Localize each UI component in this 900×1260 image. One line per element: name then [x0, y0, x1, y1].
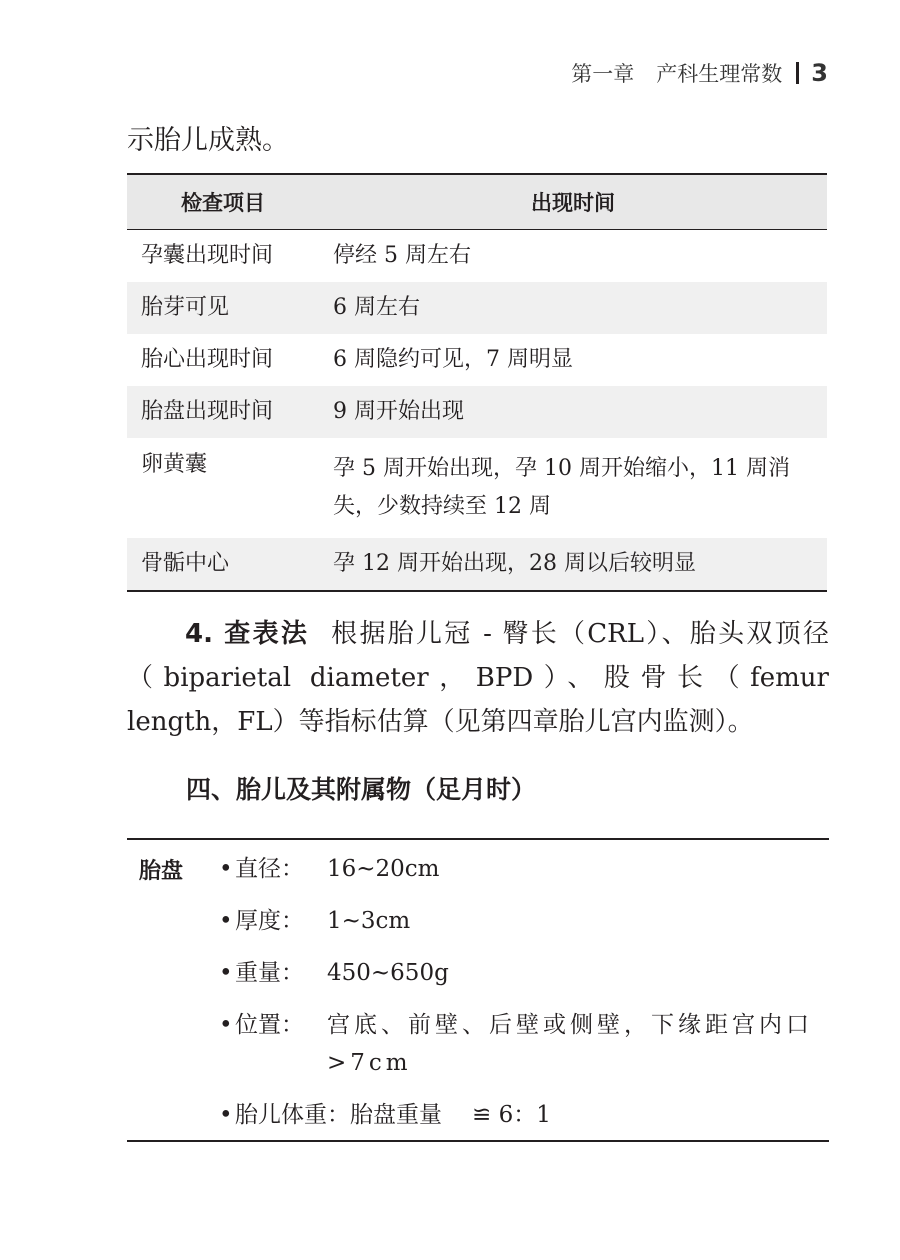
page-number: 3 [811, 59, 828, 87]
table-row [127, 230, 827, 283]
table-row [127, 538, 827, 591]
column-header: 检查项目 [127, 174, 319, 230]
item-value: 16~20cm [327, 856, 440, 882]
list-item [219, 954, 817, 992]
table-row [127, 438, 827, 538]
list-item [219, 1006, 817, 1082]
item-key: 直径： [235, 856, 304, 882]
header-divider [796, 62, 799, 84]
bullet-icon: • [219, 856, 233, 882]
list-item [219, 902, 817, 940]
bullet-icon: • [219, 908, 233, 934]
table-cell: 胎芽可见 [127, 282, 319, 334]
item-value: 450~650g [327, 960, 449, 986]
chapter-title: 产科生理常数 [656, 62, 783, 86]
placenta-label: 胎盘 [139, 859, 184, 884]
table-cell: 孕 12 周开始出现，28 周以后较明显 [319, 538, 827, 591]
item-key: 重量： [235, 960, 304, 986]
table-cell: 停经 5 周左右 [333, 243, 471, 268]
table-cell: 胎心出现时间 [141, 347, 274, 372]
chapter-label: 第一章 [571, 62, 635, 86]
ratio-value: ≌ 6：1 [472, 1102, 551, 1128]
table-cell: 卵黄囊 [141, 452, 208, 477]
table-cell: 6 周左右 [319, 282, 827, 334]
ultrasound-timing-table [127, 173, 827, 592]
bullet-icon: • [219, 1012, 233, 1038]
list-item [219, 850, 817, 888]
table-cell: 孕 5 周开始出现，孕 10 周开始缩小，11 周消失，少数持续至 12 周 [333, 456, 790, 519]
table-header-row [127, 174, 827, 230]
placenta-box [127, 838, 829, 1142]
running-header [571, 58, 828, 88]
item-value: 宫底、前壁、后壁或侧壁，下缘距宫内口 >7cm [327, 1012, 813, 1076]
table-cell: 骨骺中心 [127, 538, 319, 591]
table-row [127, 282, 827, 334]
section-title: 四、胎儿及其附属物（足月时） [186, 775, 537, 804]
paragraph-body: 根据胎儿冠 - 臀长（CRL）、胎头双顶径（biparietal diameter，BPD）、股骨长（femur length，FL）等指标估算（见第四章胎儿宫内监测）。 [127, 619, 829, 737]
table-row [127, 334, 827, 386]
table-cell: 6 周隐约可见，7 周明显 [333, 347, 573, 372]
bullet-icon: • [219, 1102, 233, 1128]
item-key: 厚度： [235, 908, 304, 934]
lead-text: 示胎儿成熟。 [127, 125, 289, 156]
table-cell: 胎盘出现时间 [127, 386, 319, 438]
table-cell: 9 周开始出现 [319, 386, 827, 438]
paragraph-heading: 4. 查表法 [185, 619, 310, 649]
method-paragraph [127, 612, 829, 744]
ratio-label: 胎儿体重：胎盘重量 [235, 1102, 442, 1128]
item-value: 1~3cm [327, 908, 411, 934]
column-header: 出现时间 [319, 174, 827, 230]
bullet-icon: • [219, 960, 233, 986]
table-row [127, 386, 827, 438]
table-cell: 孕囊出现时间 [141, 243, 274, 268]
list-item [219, 1096, 551, 1134]
item-key: 位置： [235, 1012, 304, 1038]
